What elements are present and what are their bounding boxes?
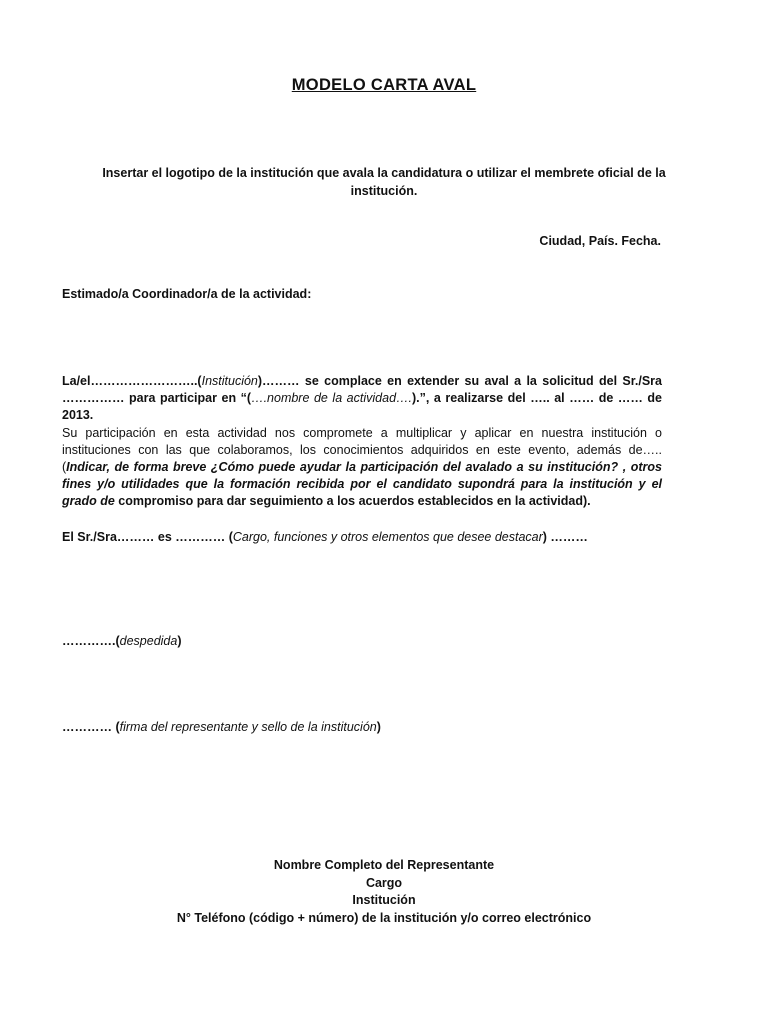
- greeting: Estimado/a Coordinador/a de la actividad:: [62, 287, 312, 301]
- logo-instruction: Insertar el logotipo de la institución que avala la candidatura o utilizar el membrete oficial de la institución.: [102, 166, 666, 198]
- activity-placeholder: ….nombre de la actividad….: [251, 391, 412, 405]
- paragraph-role-text-2: ) ………: [542, 530, 588, 544]
- institution-placeholder: Institución: [201, 374, 258, 388]
- representative-position: Cargo: [365, 875, 403, 890]
- farewell-text-2: ): [177, 634, 182, 648]
- farewell-text-1: ………….(: [62, 634, 120, 648]
- paragraph-commitment-text-2: compromiso para dar seguimiento a los acuerdos establecidos en la actividad).: [114, 494, 591, 508]
- paragraph-intro-text-2: )……… se complace en extender su aval a la solicitud del Sr./Sra …………… para participar en “(: [62, 374, 662, 405]
- page-title: MODELO CARTA AVAL: [291, 76, 477, 94]
- signature-placeholder: firma del representante y sello de la institución: [119, 720, 377, 734]
- representative-name: Nombre Completo del Representante: [273, 858, 495, 872]
- paragraph-role: [62, 529, 662, 546]
- paragraph-role-text-1: El Sr./Sra……… es ………… (: [62, 530, 233, 544]
- role-placeholder: Cargo, funciones y otros elementos que desee destacar: [232, 530, 543, 544]
- paragraph-intro-text-3: ).”, a realizarse del ….. al …… de …… de 2013.: [62, 391, 663, 422]
- paragraph-commitment: [62, 425, 662, 510]
- farewell-placeholder: despedida: [119, 634, 178, 648]
- signature-line: [62, 719, 662, 736]
- signature-block: [0, 857, 768, 927]
- paragraph-intro-text-1: La/el……………………..(: [62, 374, 202, 388]
- paragraph-commitment-italic: Indicar, de forma breve ¿Cómo puede ayudar la participación del avalado a su institución? , otros fines y/o utilidades que la formación recibida por el candidato supondrá para la institución y el grado de: [62, 460, 662, 508]
- paragraph-intro: [62, 373, 662, 424]
- signature-line-text-1: ………… (: [62, 720, 120, 734]
- farewell: [62, 633, 662, 650]
- signature-line-text-2: ): [376, 720, 381, 734]
- date-line: Ciudad, País. Fecha.: [539, 234, 661, 248]
- representative-institution: Institución: [352, 893, 416, 907]
- representative-contact: N° Teléfono (código + número) de la institución y/o correo electrónico: [176, 910, 592, 925]
- paragraph-commitment-text-1: Su participación en esta actividad nos compromete a multiplicar y aplicar en nuestra institución o instituciones con las que colaboramos, los conocimientos adquiridos en este evento, además de….. (: [62, 426, 662, 474]
